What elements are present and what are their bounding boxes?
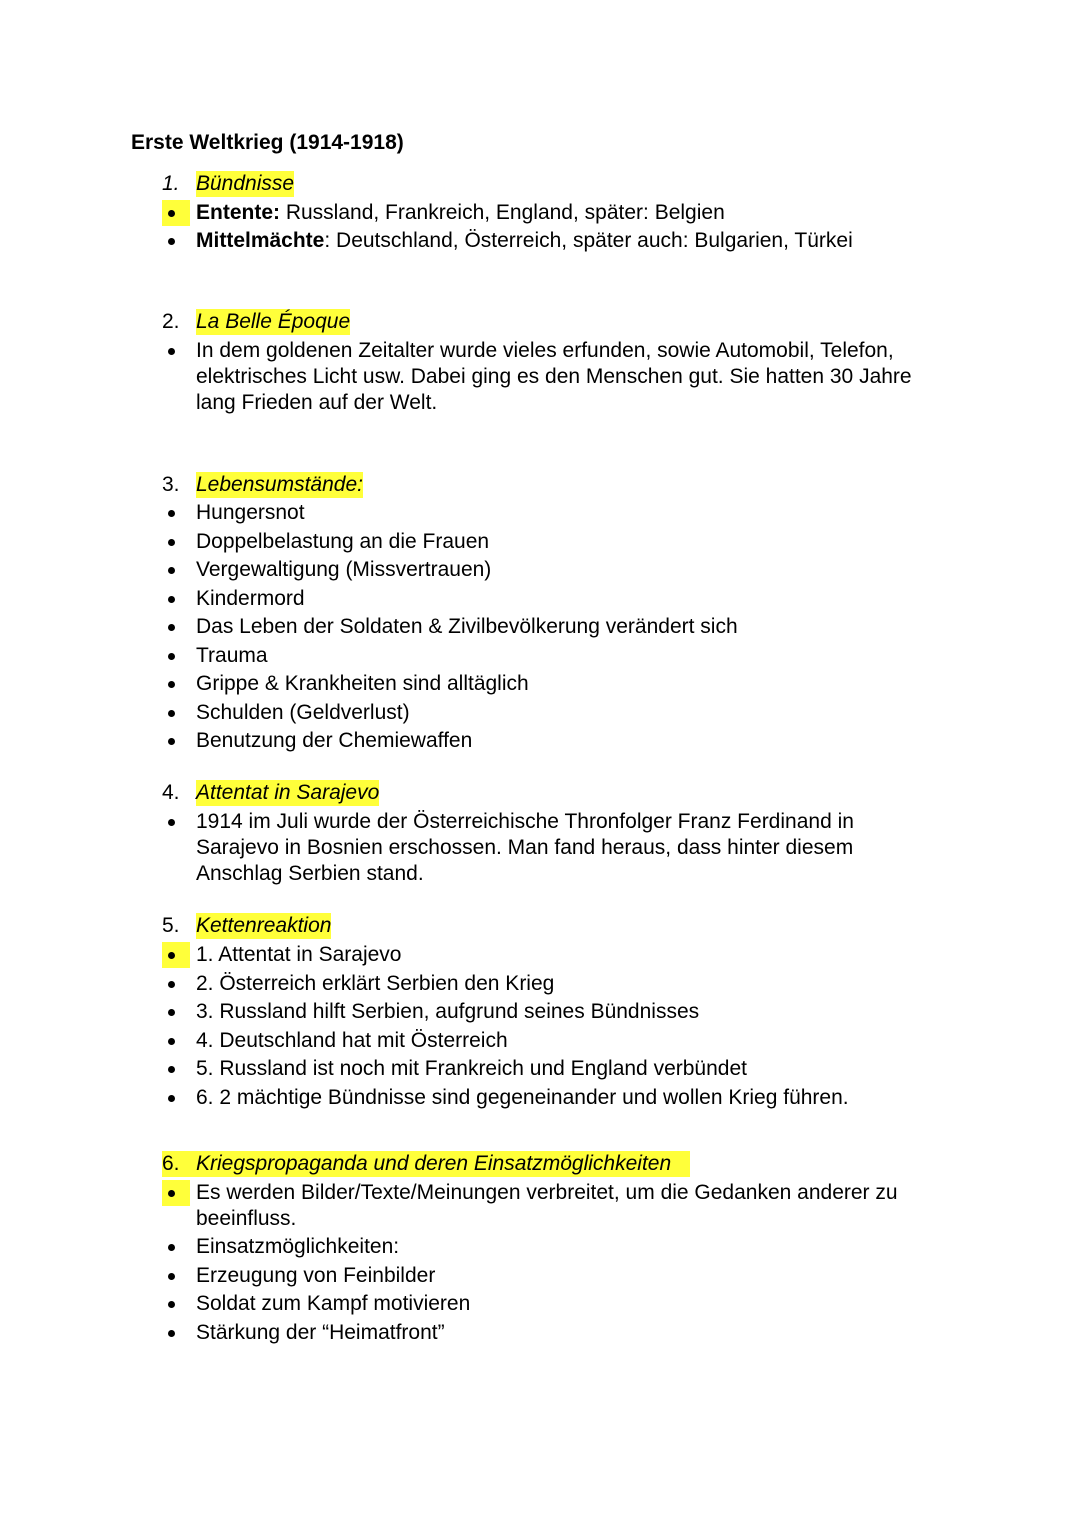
- section-number: 3.: [162, 473, 180, 496]
- section-number: 2.: [162, 310, 180, 333]
- item-text: 4. Deutschland hat mit Österreich: [196, 1029, 508, 1052]
- page-title: Erste Weltkrieg (1914-1918): [131, 131, 404, 154]
- item-text: Einsatzmöglichkeiten:: [196, 1235, 400, 1258]
- item-text: Kindermord: [196, 587, 305, 610]
- item-text: 5. Russland ist noch mit Frankreich und England verbündet: [196, 1057, 747, 1080]
- bullet-icon: [166, 1263, 182, 1289]
- bullet-icon: [166, 1320, 182, 1346]
- bullet-icon: [166, 228, 182, 254]
- item-text: 3. Russland hilft Serbien, aufgrund seines Bündnisses: [196, 1000, 700, 1023]
- bullet-icon: [166, 999, 182, 1025]
- item-text: Soldat zum Kampf motivieren: [196, 1292, 471, 1315]
- bullet-icon: [166, 1085, 182, 1111]
- bullet-icon: [166, 614, 182, 640]
- item-text: Hungersnot: [196, 501, 305, 524]
- item-text: : Deutschland, Österreich, später auch: Bulgarien, Türkei: [324, 229, 853, 252]
- item-text: Erzeugung von Feinbilder: [196, 1264, 436, 1287]
- bullet-icon: [166, 500, 182, 526]
- bullet-icon: [166, 557, 182, 583]
- item-label: Mittelmächte: [196, 229, 325, 252]
- section-title: Lebensumstände:: [196, 473, 363, 496]
- bullet-icon: [166, 338, 182, 364]
- item-text: 6. 2 mächtige Bündnisse sind gegeneinander und wollen Krieg führen.: [196, 1086, 849, 1109]
- section-number: 4.: [162, 781, 180, 804]
- bullet-icon: [166, 700, 182, 726]
- item-text: Grippe & Krankheiten sind alltäglich: [196, 672, 529, 695]
- section-title: Bündnisse: [196, 172, 295, 195]
- bullet-icon: [162, 200, 190, 226]
- item-text: Es werden Bilder/Texte/Meinungen verbreitet, um die Gedanken anderer zu beeinfluss.: [196, 1181, 898, 1230]
- item-text: 1. Attentat in Sarajevo: [196, 943, 402, 966]
- item-text: Stärkung der “Heimatfront”: [196, 1321, 445, 1344]
- item-label: Entente:: [196, 201, 280, 224]
- item-text: Benutzung der Chemiewaffen: [196, 729, 473, 752]
- item-text: Russland, Frankreich, England, später: Belgien: [280, 201, 725, 224]
- section-title: La Belle Époque: [196, 310, 351, 333]
- item-text: In dem goldenen Zeitalter wurde vieles erfunden, sowie Automobil, Telefon, elektrisches Licht usw. Dabei ging es den Menschen gut. Sie hatten 30 Jahre lang Frieden auf der Welt.: [196, 339, 912, 414]
- bullet-icon: [166, 643, 182, 669]
- item-text: Trauma: [196, 644, 268, 667]
- section-title: Kriegspropaganda und deren Einsatzmöglichkeiten: [196, 1152, 672, 1175]
- bullet-icon: [166, 586, 182, 612]
- bullet-icon: [162, 942, 190, 968]
- section-number: 5.: [162, 914, 180, 937]
- bullet-icon: [166, 1056, 182, 1082]
- bullet-icon: [166, 1028, 182, 1054]
- item-text: Schulden (Geldverlust): [196, 701, 410, 724]
- item-text: Vergewaltigung (Missvertrauen): [196, 558, 492, 581]
- bullet-icon: [166, 529, 182, 555]
- item-text: 1914 im Juli wurde der Österreichische Thronfolger Franz Ferdinand in Sarajevo in Bosnien erschossen. Man fand heraus, dass hinter diesem Anschlag Serbien stand.: [196, 810, 854, 885]
- section-title: Kettenreaktion: [196, 914, 332, 937]
- bullet-icon: [166, 1291, 182, 1317]
- bullet-icon: [162, 1180, 190, 1206]
- bullet-icon: [166, 971, 182, 997]
- section-title: Attentat in Sarajevo: [196, 781, 380, 804]
- item-text: Doppelbelastung an die Frauen: [196, 530, 490, 553]
- item-text: Das Leben der Soldaten & Zivilbevölkerung verändert sich: [196, 615, 738, 638]
- section-number: 6.: [162, 1152, 180, 1175]
- item-text: 2. Österreich erklärt Serbien den Krieg: [196, 972, 555, 995]
- bullet-icon: [166, 728, 182, 754]
- bullet-icon: [166, 1234, 182, 1260]
- bullet-icon: [166, 809, 182, 835]
- bullet-icon: [166, 671, 182, 697]
- section-number: 1.: [162, 172, 180, 195]
